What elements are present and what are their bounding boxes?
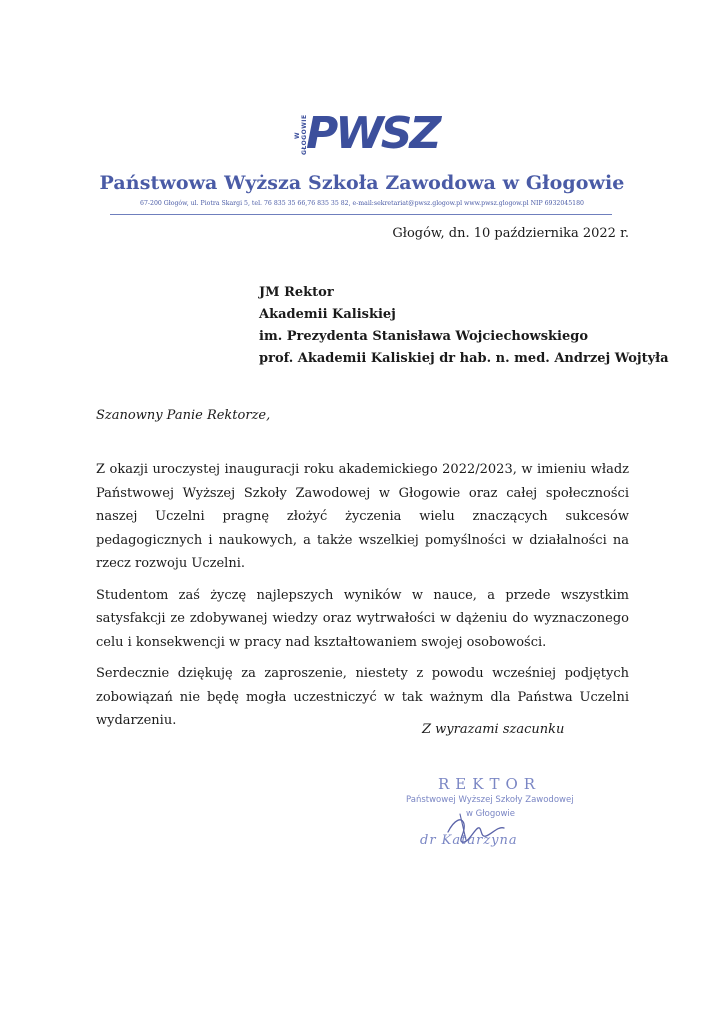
body-paragraph: Z okazji uroczystej inauguracji roku akademickiego 2022/2023, w imieniu władz Państwowej Wyższej Szkoły Zawodowej w Głogowie oraz całej społeczności naszej Uczelni pragnę złożyć życzenia wielu znaczących sukcesów pedagogicznych i naukowych, a także wszelkiej pomyślności w działalności na rzecz rozwoju Uczelni. xyxy=(96,462,629,571)
letterhead-divider xyxy=(110,214,612,215)
stamp-line: dr Katarzyna xyxy=(420,833,518,848)
body-paragraph: Studentom zaś życzę najlepszych wyników w nauce, a przede wszystkim satysfakcji ze zdobywanej wiedzy oraz wytrwałości w dążeniu do wyznaczonego celu i konsekwencji w pracy nad kształtowaniem swojej osobowości. xyxy=(96,587,629,650)
recipient-line: prof. Akademii Kaliskiej dr hab. n. med. Andrzej Wojtyła xyxy=(259,351,669,366)
stamp-title: REKTOR xyxy=(438,775,542,793)
salutation: Szanowny Panie Rektorze, xyxy=(96,408,271,423)
letter-date: Głogów, dn. 10 października 2022 r. xyxy=(392,226,629,241)
recipient-line: JM Rektor xyxy=(259,285,334,300)
school-address: 67-200 Głogów, ul. Piotra Skargi 5, tel. 76 835 35 66,76 835 35 82, e-mail:sekretariat@pwsz.glogow.pl www.pwsz.glogow.pl NIP 6932045180 xyxy=(140,200,584,207)
recipient-line: im. Prezydenta Stanisława Wojciechowskiego xyxy=(259,329,588,344)
stamp-line: Państwowej Wyższej Szkoły Zawodowej xyxy=(406,795,574,805)
recipient-block xyxy=(259,282,669,370)
body-paragraph: Serdecznie dziękuję za zaproszenie, niestety z powodu wcześniej podjętych zobowiązań nie będę mogła uczestniczyć w tak ważnym dla Państwa Uczelni wydarzeniu. xyxy=(96,666,629,728)
pwsz-logo xyxy=(294,108,439,160)
school-name: Państwowa Wyższa Szkoła Zawodowa w Głogowie xyxy=(99,172,625,194)
letter-body xyxy=(96,458,629,741)
stamp-line: w Głogowie xyxy=(466,809,515,819)
handwritten-signature xyxy=(440,810,510,850)
logo-vertical-text: W GŁOGOWIE xyxy=(294,114,308,156)
recipient-line: Akademii Kaliskiej xyxy=(259,307,396,322)
closing-phrase: Z wyrazami szacunku xyxy=(422,722,565,737)
logo-mark: PWSZ xyxy=(306,108,439,159)
